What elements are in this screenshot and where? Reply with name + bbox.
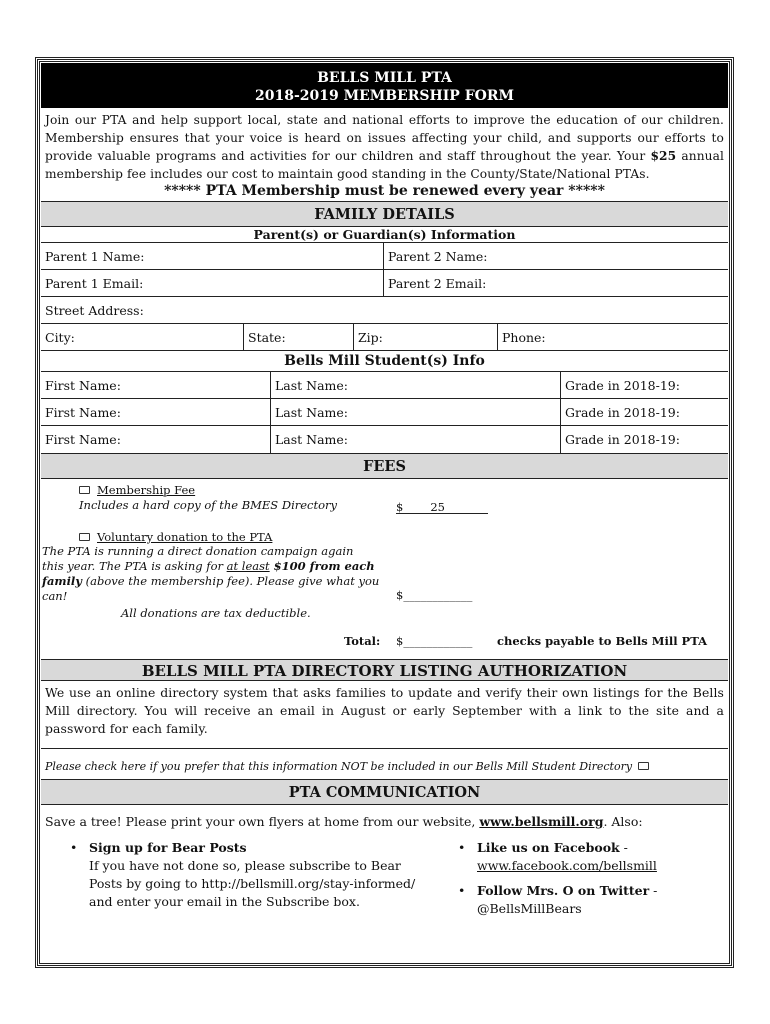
membership-dollar: $ (396, 500, 404, 514)
intro-text-b: annual membership fee includes our cost to maintain good standing in the County/State/National PTAs. (45, 149, 724, 181)
total-amount-field[interactable]: $____________ (396, 634, 473, 648)
intro-text-a: Join our PTA and help support local, state and national efforts to improve the education of our children. Membership ensures that your voice is heard on issues affecting your child, and supports our efforts to provide valuable programs and activities for our children and staff throughout the year. Your (45, 113, 724, 163)
donation-amount-field[interactable]: $____________ (396, 588, 473, 602)
directory-bar: BELLS MILL PTA DIRECTORY LISTING AUTHORIZATION (41, 659, 728, 681)
parent-email-row (41, 270, 728, 297)
donation-line1: The PTA is running a direct donation campaign again (42, 544, 354, 558)
membership-fee-label: Membership Fee (97, 483, 196, 497)
donation-label: Voluntary donation to the PTA (97, 530, 273, 544)
twitter-dash: - (649, 883, 658, 898)
parent1-email-field[interactable]: Parent 1 Email: (41, 270, 384, 296)
website-link[interactable]: www.bellsmill.org (479, 814, 604, 829)
donation-atleast: at least (226, 559, 270, 573)
donation-family: family (42, 574, 82, 588)
parent2-email-field[interactable]: Parent 2 Email: (388, 276, 487, 291)
directory-text: We use an online directory system that asks families to update and verify their own listings for the Bells Mill directory. You will receive an email in August or early September with a link to the site and a password for each family. (41, 681, 728, 749)
student-first-name-field[interactable]: First Name: (41, 426, 271, 453)
total-label: Total: (344, 634, 381, 648)
communication-section (41, 805, 728, 955)
facebook-item (458, 839, 657, 875)
donation-line3b: (above the membership fee). Please give what you (82, 574, 380, 588)
donation-line2a: this year. The PTA is asking for (42, 559, 227, 573)
city-field[interactable]: City: (41, 324, 244, 350)
twitter-item (458, 882, 658, 918)
bear-line3: and enter your email in the Subscribe box. (89, 894, 360, 909)
bear-posts-title: Sign up for Bear Posts (89, 840, 247, 855)
comm-intro-a: Save a tree! Please print your own flyers at home from our website, (45, 814, 480, 829)
facebook-link[interactable]: www.facebook.com/bellsmill (477, 858, 657, 873)
form-subtitle: 2018-2019 MEMBERSHIP FORM (255, 88, 514, 104)
membership-form (35, 57, 734, 968)
student-first-name-field[interactable]: First Name: (41, 399, 271, 425)
street-address-field[interactable]: Street Address: (45, 303, 144, 318)
state-field[interactable]: State: (244, 324, 354, 350)
checks-note: checks payable to Bells Mill PTA (497, 634, 708, 648)
parent-name-row (41, 243, 728, 270)
checkbox-icon[interactable] (638, 762, 649, 770)
membership-amount (396, 501, 488, 514)
bear-line2: Posts by going to http://bellsmill.org/stay-informed/ (89, 876, 416, 891)
student-grade-field[interactable]: Grade in 2018-19: (565, 405, 680, 420)
checkbox-icon[interactable] (79, 533, 90, 541)
bear-posts-item (70, 839, 416, 911)
tax-note: All donations are tax deductible. (121, 606, 311, 620)
donation-line3 (42, 574, 382, 589)
donation-description (42, 544, 382, 604)
communication-intro (45, 814, 643, 829)
phone-field[interactable]: Phone: (502, 330, 546, 345)
donation-option[interactable] (79, 530, 272, 544)
donation-line4: can! (42, 589, 68, 603)
membership-amount-value: 25 (430, 500, 445, 514)
student-row (41, 372, 728, 399)
student-subhead: Bells Mill Student(s) Info (41, 351, 728, 372)
comm-intro-b: . Also: (603, 814, 643, 829)
intro-paragraph (41, 108, 728, 183)
facebook-title: Like us on Facebook (477, 840, 620, 855)
student-row (41, 399, 728, 426)
form-inner (41, 63, 728, 962)
optout-text: Please check here if you prefer that this information NOT be included in our Bells Mill Student Directory (45, 760, 633, 773)
form-header (41, 63, 728, 108)
student-row (41, 426, 728, 453)
student-last-name-field[interactable]: Last Name: (271, 426, 561, 453)
family-details-bar: FAMILY DETAILS (41, 201, 728, 227)
bear-line1: If you have not done so, please subscribe to Bear (89, 858, 401, 873)
student-first-name-field[interactable]: First Name: (41, 372, 271, 398)
intro-fee: $25 (650, 149, 677, 163)
student-grade-field[interactable]: Grade in 2018-19: (565, 432, 680, 447)
student-last-name-field[interactable]: Last Name: (271, 372, 561, 398)
renew-notice: ***** PTA Membership must be renewed every year ***** (164, 183, 605, 199)
bullet-icon: • (458, 840, 466, 855)
membership-fee-option[interactable] (79, 483, 195, 497)
communication-bar: PTA COMMUNICATION (41, 779, 728, 805)
fees-bar: FEES (41, 453, 728, 479)
bullet-icon: • (70, 840, 78, 855)
twitter-handle[interactable]: @BellsMillBears (477, 901, 582, 916)
zip-field[interactable]: Zip: (354, 324, 498, 350)
membership-fee-note: Includes a hard copy of the BMES Directory (79, 498, 338, 512)
student-last-name-field[interactable]: Last Name: (271, 399, 561, 425)
checkbox-icon[interactable] (79, 486, 90, 494)
student-grade-field[interactable]: Grade in 2018-19: (565, 378, 680, 393)
form-title: BELLS MILL PTA (317, 70, 452, 86)
bullet-icon: • (458, 883, 466, 898)
parent1-name-field[interactable]: Parent 1 Name: (41, 243, 384, 269)
street-row (41, 297, 728, 324)
donation-line2 (42, 559, 382, 574)
directory-optout[interactable] (41, 749, 728, 779)
parents-subhead: Parent(s) or Guardian(s) Information (41, 227, 728, 243)
twitter-title: Follow Mrs. O on Twitter (477, 883, 650, 898)
city-row (41, 324, 728, 351)
fees-section (41, 479, 728, 659)
donation-bold: $100 from each (269, 559, 375, 573)
facebook-dash: - (619, 840, 628, 855)
parent2-name-field[interactable]: Parent 2 Name: (388, 249, 488, 264)
